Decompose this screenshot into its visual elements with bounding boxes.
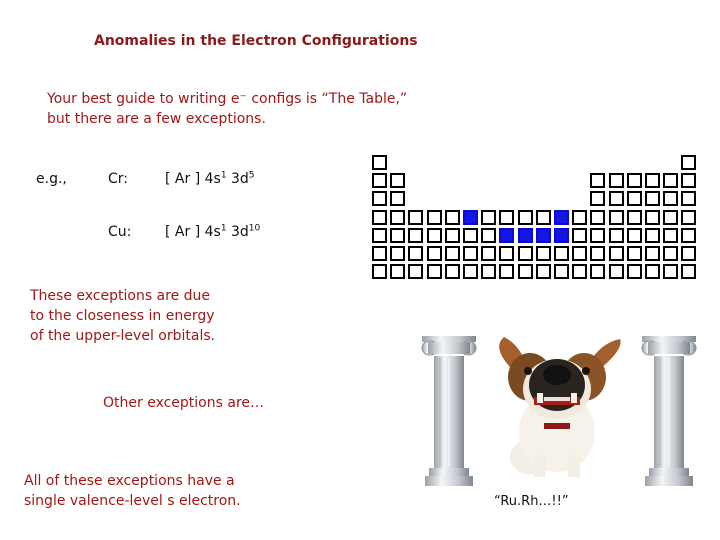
periodic-table-cell — [645, 264, 660, 279]
periodic-table-cell — [518, 228, 533, 243]
periodic-table-cell — [390, 228, 405, 243]
cu-core: [ Ar ] 4s — [165, 224, 221, 240]
left-column-image — [420, 330, 478, 490]
periodic-table-cell — [645, 210, 660, 225]
periodic-table-cell — [590, 191, 605, 206]
periodic-table-cell — [372, 210, 387, 225]
periodic-table-cell — [590, 210, 605, 225]
intro-line-2: but there are a few exceptions. — [47, 111, 266, 127]
periodic-table-cell — [372, 228, 387, 243]
periodic-table-cell — [590, 173, 605, 188]
periodic-table-cell — [463, 228, 478, 243]
periodic-table-cell — [645, 173, 660, 188]
periodic-table-cell — [572, 264, 587, 279]
intro-line-1: Your best guide to writing e⁻ configs is “The Table,” — [47, 91, 408, 107]
periodic-table-cell — [590, 264, 605, 279]
periodic-table-cell — [681, 191, 696, 206]
periodic-table-cell — [390, 210, 405, 225]
conclusion-text — [24, 471, 284, 511]
periodic-table-cell — [536, 210, 551, 225]
periodic-table-cell — [663, 228, 678, 243]
periodic-table-cell — [481, 228, 496, 243]
conclusion-line-2: single valence-level s electron. — [24, 493, 241, 509]
periodic-table-cell — [536, 228, 551, 243]
periodic-table-cell — [372, 191, 387, 206]
periodic-table-cell — [408, 264, 423, 279]
periodic-table-cell — [427, 246, 442, 261]
periodic-table-cell — [463, 246, 478, 261]
other-exceptions-text: Other exceptions are… — [103, 395, 265, 411]
periodic-table-cell — [554, 246, 569, 261]
cu-d-part: 3d — [226, 224, 249, 240]
periodic-table-cell — [609, 246, 624, 261]
periodic-table-cell — [445, 210, 460, 225]
cu-d-exp: 10 — [248, 223, 261, 234]
periodic-table-cell — [554, 264, 569, 279]
periodic-table-cell — [627, 173, 642, 188]
intro-text — [47, 89, 467, 129]
periodic-table-cell — [627, 210, 642, 225]
periodic-table-cell — [408, 228, 423, 243]
periodic-table-cell — [427, 228, 442, 243]
cu-label: Cu: — [108, 224, 132, 240]
cr-d-exp: 5 — [248, 170, 255, 181]
snarling-dog-photo — [482, 327, 632, 482]
periodic-table-cell — [681, 210, 696, 225]
explanation-text — [30, 286, 260, 346]
periodic-table-cell — [481, 246, 496, 261]
right-column-image — [640, 330, 698, 490]
cr-label: Cr: — [108, 171, 129, 187]
periodic-table-cell — [427, 210, 442, 225]
periodic-table-cell — [645, 246, 660, 261]
periodic-table-cell — [372, 155, 387, 170]
periodic-table-cell — [518, 246, 533, 261]
periodic-table-cell — [609, 228, 624, 243]
periodic-table-cell — [645, 191, 660, 206]
periodic-table-cell — [663, 246, 678, 261]
periodic-table-cell — [609, 210, 624, 225]
periodic-table-cell — [590, 246, 605, 261]
periodic-table-cell — [681, 246, 696, 261]
periodic-table-cell — [627, 228, 642, 243]
periodic-table-cell — [572, 210, 587, 225]
periodic-table-cell — [518, 210, 533, 225]
periodic-table-cell — [572, 228, 587, 243]
periodic-table-cell — [390, 246, 405, 261]
periodic-table-cell — [499, 246, 514, 261]
periodic-table-cell — [390, 264, 405, 279]
periodic-table-cell — [518, 264, 533, 279]
periodic-table-cell — [445, 228, 460, 243]
periodic-table-cell — [499, 210, 514, 225]
periodic-table-cell — [408, 210, 423, 225]
periodic-table-cell — [663, 173, 678, 188]
periodic-table-cell — [590, 228, 605, 243]
periodic-table-cell — [663, 264, 678, 279]
photo-caption: “Ru.Rh…!!” — [494, 494, 569, 509]
periodic-table-cell — [572, 246, 587, 261]
periodic-table-cell — [481, 210, 496, 225]
explanation-line-2: to the closeness in energy — [30, 308, 215, 324]
periodic-table-cell — [645, 228, 660, 243]
periodic-table-cell — [627, 264, 642, 279]
periodic-table-cell — [536, 264, 551, 279]
periodic-table-cell — [554, 210, 569, 225]
periodic-table-cell — [481, 264, 496, 279]
cr-s-exp: 1 — [220, 170, 227, 181]
periodic-table-cell — [499, 228, 514, 243]
periodic-table-cell — [609, 264, 624, 279]
periodic-table-cell — [609, 173, 624, 188]
periodic-table-cell — [463, 264, 478, 279]
periodic-table-cell — [390, 191, 405, 206]
periodic-table-cell — [427, 264, 442, 279]
periodic-table-cell — [681, 228, 696, 243]
explanation-line-1: These exceptions are due — [30, 288, 211, 304]
periodic-table-cell — [609, 191, 624, 206]
periodic-table-cell — [390, 173, 405, 188]
periodic-table-cell — [536, 246, 551, 261]
periodic-table-cell — [554, 228, 569, 243]
periodic-table-cell — [663, 191, 678, 206]
cr-config — [165, 171, 255, 187]
periodic-table-cell — [372, 246, 387, 261]
periodic-table-cell — [445, 264, 460, 279]
periodic-table-cell — [372, 264, 387, 279]
periodic-table-grid — [372, 155, 700, 283]
periodic-table-cell — [499, 264, 514, 279]
periodic-table-cell — [681, 264, 696, 279]
cu-config — [165, 224, 260, 240]
periodic-table-cell — [408, 246, 423, 261]
cu-s-exp: 1 — [220, 223, 227, 234]
conclusion-line-1: All of these exceptions have a — [24, 473, 235, 489]
periodic-table-cell — [463, 210, 478, 225]
page-title: Anomalies in the Electron Configurations — [94, 33, 418, 49]
periodic-table-cell — [445, 246, 460, 261]
periodic-table-cell — [663, 210, 678, 225]
periodic-table-cell — [372, 173, 387, 188]
periodic-table-cell — [681, 155, 696, 170]
periodic-table-cell — [681, 173, 696, 188]
explanation-line-3: of the upper-level orbitals. — [30, 328, 216, 344]
cr-core: [ Ar ] 4s — [165, 171, 221, 187]
cr-d-part: 3d — [226, 171, 249, 187]
periodic-table-cell — [627, 246, 642, 261]
eg-label: e.g., — [36, 171, 67, 187]
periodic-table-cell — [627, 191, 642, 206]
